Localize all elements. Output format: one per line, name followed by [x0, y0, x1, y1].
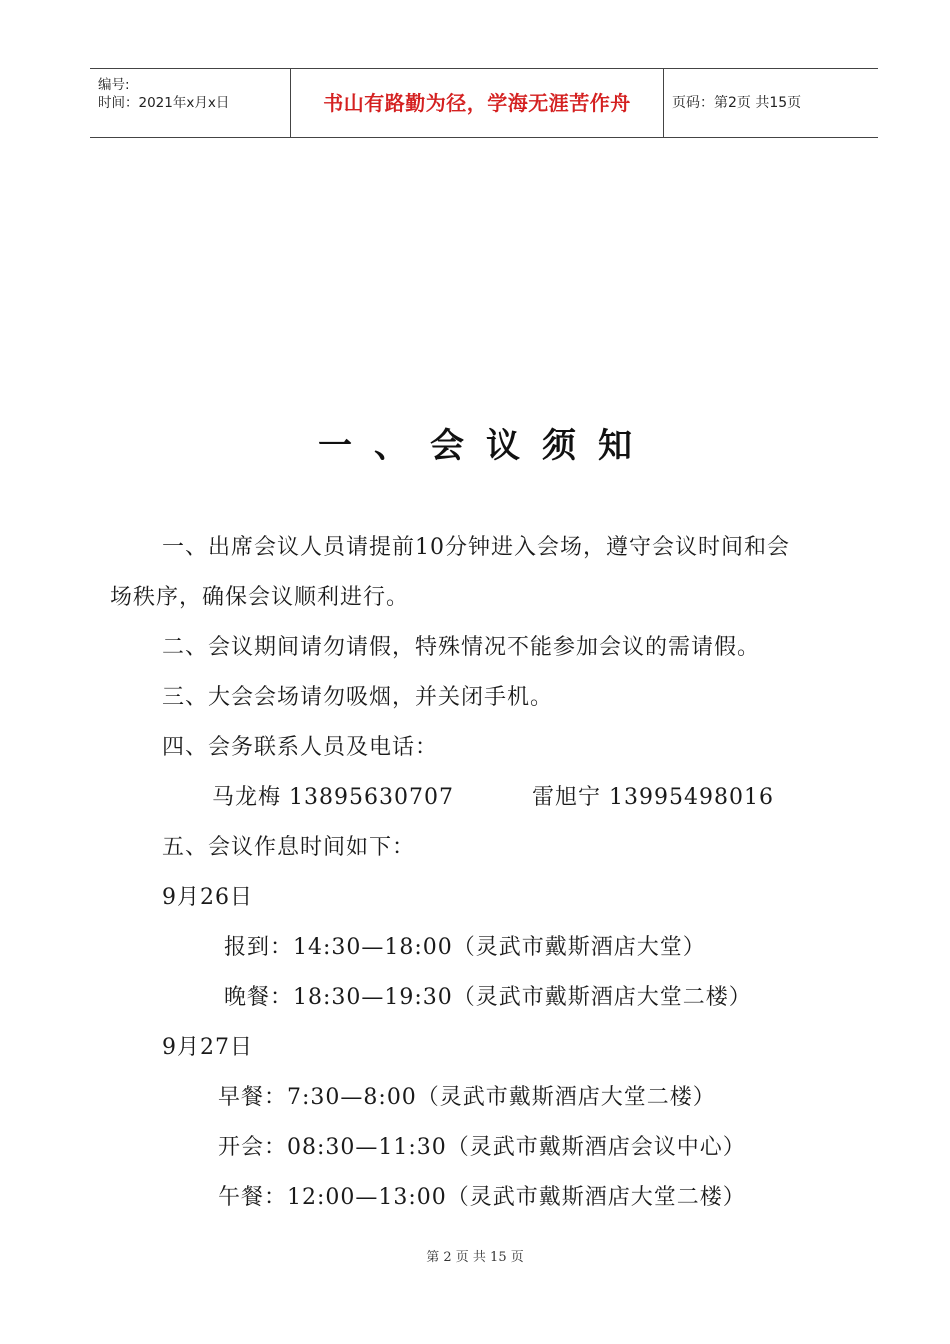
schedule-day-1: 9月26日 — [162, 885, 253, 910]
header-meta — [90, 69, 290, 137]
notice-item-4: 四、会务联系人员及电话： — [162, 735, 439, 760]
notice-item-1-cont: 场秩序，确保会议顺利进行。 — [110, 585, 410, 610]
schedule-day-2: 9月27日 — [162, 1035, 253, 1060]
document-time: 时间：2021年x月x日 — [98, 95, 230, 111]
document-number: 编号: — [98, 77, 130, 93]
schedule-dinner: 晚餐：18:30—19:30（灵武市戴斯酒店大堂二楼） — [224, 985, 752, 1010]
schedule-meeting: 开会：08:30—11:30（灵武市戴斯酒店会议中心） — [218, 1135, 746, 1160]
notice-item-2: 二、会议期间请勿请假，特殊情况不能参加会议的需请假。 — [162, 635, 761, 660]
page-header — [90, 68, 878, 138]
schedule-breakfast: 早餐：7:30—8:00（灵武市戴斯酒店大堂二楼） — [218, 1085, 716, 1110]
contact-2: 雷旭宁 13995498016 — [532, 785, 774, 810]
notice-item-1: 一、出席会议人员请提前10分钟进入会场，遵守会议时间和会 — [162, 535, 790, 560]
contact-1: 马龙梅 13895630707 — [212, 785, 454, 810]
header-divider — [663, 69, 664, 137]
header-motto: 书山有路勤为径，学海无涯苦作舟 — [323, 91, 631, 115]
schedule-lunch: 午餐：12:00—13:00（灵武市戴斯酒店大堂二楼） — [218, 1185, 746, 1210]
header-page-number: 页码：第2页 共15页 — [672, 95, 802, 111]
schedule-checkin: 报到：14:30—18:00（灵武市戴斯酒店大堂） — [224, 935, 706, 960]
notice-item-3: 三、大会会场请勿吸烟，并关闭手机。 — [162, 685, 554, 710]
page-footer: 第 2 页 共 15 页 — [426, 1250, 524, 1265]
notice-item-5: 五、会议作息时间如下： — [162, 835, 416, 860]
page-title: 一、会议须知 — [318, 426, 654, 466]
